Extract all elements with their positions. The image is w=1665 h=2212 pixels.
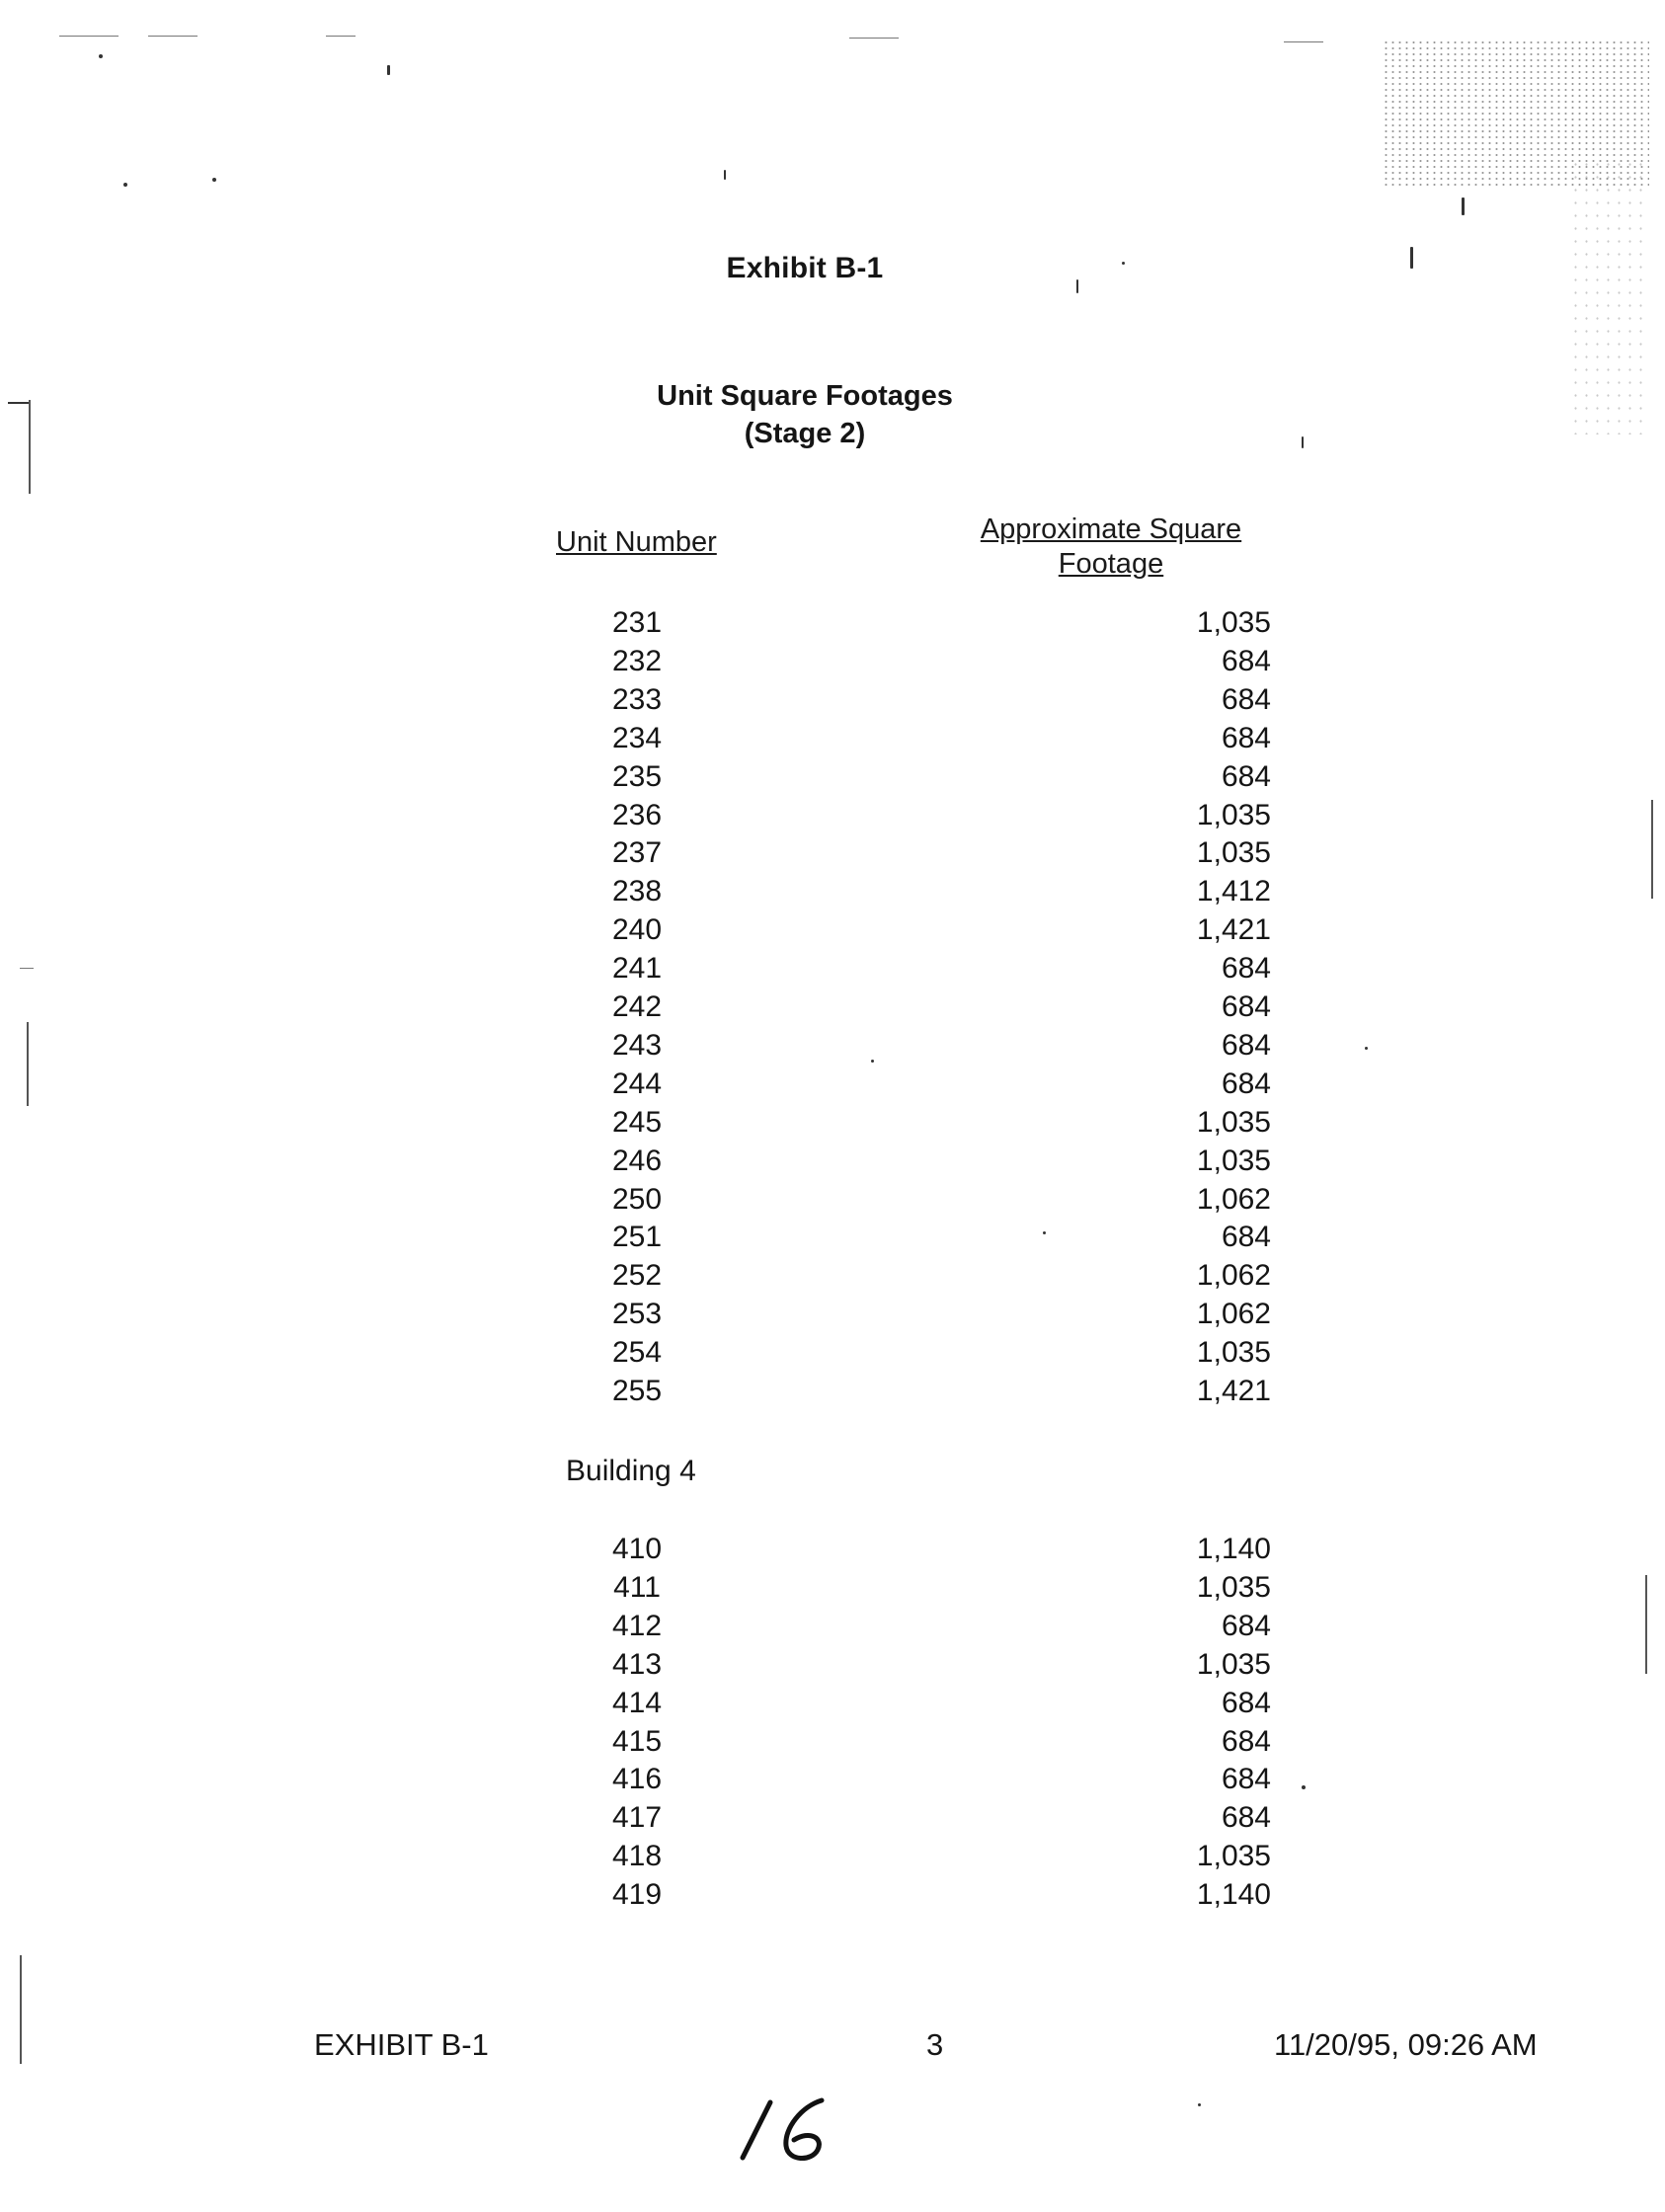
unit-number-cell: 255 xyxy=(611,1375,663,1407)
scan-mark xyxy=(148,36,198,37)
square-footage-cell: 1,421 xyxy=(1196,913,1271,947)
square-footage-cell: 684 xyxy=(1221,1221,1271,1254)
unit-number-cell: 233 xyxy=(611,682,663,716)
square-footage-cell: 684 xyxy=(1221,1724,1271,1758)
scan-mark xyxy=(59,36,119,37)
unit-number-cell: 246 xyxy=(611,1144,663,1177)
unit-number-cell: 253 xyxy=(611,1298,663,1331)
column-header-unit-number: Unit Number xyxy=(556,526,717,558)
unit-number-cell: 252 xyxy=(611,1259,663,1293)
column-header-square-footage-line1: Approximate Square xyxy=(980,514,1242,545)
square-footage-cell: 1,062 xyxy=(1196,1298,1271,1331)
square-footage-cell: 1,062 xyxy=(1196,1259,1271,1293)
exhibit-title: Exhibit B-1 xyxy=(726,252,884,284)
unit-number-cell: 242 xyxy=(611,990,663,1023)
scan-speck xyxy=(123,183,127,187)
scan-mark xyxy=(849,38,899,39)
scan-speck xyxy=(1198,2103,1201,2106)
scan-speck xyxy=(212,178,216,182)
square-footage-cell: 1,140 xyxy=(1196,1878,1271,1912)
square-footage-cell: 1,035 xyxy=(1196,1647,1271,1681)
square-footage-cell: 1,035 xyxy=(1196,1570,1271,1604)
scan-mark xyxy=(20,968,34,969)
unit-number-cell: 238 xyxy=(611,875,663,908)
footer-timestamp: 11/20/95, 09:26 AM xyxy=(1274,2027,1538,2062)
handwritten-page-mark xyxy=(723,2089,851,2168)
square-footage-cell: 684 xyxy=(1221,1066,1271,1100)
unit-number-cell: 244 xyxy=(611,1066,663,1100)
scan-mark xyxy=(1645,1575,1647,1674)
scan-mark xyxy=(326,36,356,37)
footer-exhibit-label: EXHIBIT B-1 xyxy=(314,2027,489,2062)
unit-number-cell: 231 xyxy=(611,606,663,639)
column-header-square-footage-line2: Footage xyxy=(1058,548,1164,580)
footer-page-number: 3 xyxy=(926,2027,944,2062)
square-footage-cell: 1,035 xyxy=(1196,836,1271,870)
scan-speck xyxy=(1043,1231,1046,1234)
square-footage-cell: 1,035 xyxy=(1196,1105,1271,1139)
scan-speck xyxy=(871,1060,874,1063)
scan-speck xyxy=(1302,1785,1306,1789)
square-footage-cell: 1,035 xyxy=(1196,1840,1271,1873)
unit-number-cell: 410 xyxy=(611,1533,663,1565)
unit-number-cell: 251 xyxy=(611,1221,663,1254)
unit-number-cell: 411 xyxy=(613,1570,661,1604)
unit-number-cell: 232 xyxy=(611,644,663,677)
scan-speck xyxy=(1462,198,1465,215)
unit-number-cell: 236 xyxy=(611,798,663,831)
square-footage-cell: 684 xyxy=(1221,1763,1271,1796)
unit-number-cell: 419 xyxy=(611,1878,663,1912)
scan-speck xyxy=(724,170,726,180)
unit-number-cell: 415 xyxy=(611,1724,663,1758)
unit-number-cell: 241 xyxy=(611,952,663,986)
square-footage-cell: 684 xyxy=(1221,990,1271,1023)
square-footage-cell: 1,062 xyxy=(1196,1182,1271,1216)
square-footage-cell: 1,412 xyxy=(1196,875,1271,908)
unit-number-cell: 417 xyxy=(611,1801,663,1835)
scan-mark xyxy=(20,1955,22,2064)
unit-number-cell: 250 xyxy=(611,1182,663,1216)
square-footage-cell: 684 xyxy=(1221,759,1271,793)
unit-number-cell: 418 xyxy=(611,1840,663,1873)
unit-number-cell: 414 xyxy=(611,1686,663,1719)
scan-mark xyxy=(1651,800,1653,899)
scan-mark xyxy=(27,1022,29,1106)
square-footage-cell: 1,035 xyxy=(1196,798,1271,831)
unit-number-cell: 235 xyxy=(611,759,663,793)
unit-number-cell: 234 xyxy=(611,721,663,754)
document-subtitle: Unit Square Footages xyxy=(657,380,953,412)
column-header-square-footage xyxy=(948,513,1274,582)
building-label: Building 4 xyxy=(566,1455,696,1487)
square-footage-cell: 1,421 xyxy=(1196,1375,1271,1407)
square-footage-cell: 684 xyxy=(1221,1686,1271,1719)
scan-mark xyxy=(1284,41,1323,42)
scan-speck xyxy=(387,65,390,75)
scan-speck xyxy=(1365,1047,1368,1050)
stage-subtitle: (Stage 2) xyxy=(744,418,866,449)
unit-number-cell: 243 xyxy=(611,1028,663,1062)
square-footage-cell: 1,035 xyxy=(1196,1144,1271,1177)
square-footage-cell: 1,140 xyxy=(1196,1533,1271,1565)
square-footage-cell: 684 xyxy=(1221,721,1271,754)
unit-number-cell: 245 xyxy=(611,1105,663,1139)
square-footage-cell: 684 xyxy=(1221,1801,1271,1835)
unit-number-cell: 237 xyxy=(611,836,663,870)
square-footage-cell: 684 xyxy=(1221,952,1271,986)
unit-number-cell: 413 xyxy=(611,1647,663,1681)
unit-number-cell: 240 xyxy=(611,913,663,947)
scan-speck xyxy=(99,54,103,58)
square-footage-cell: 1,035 xyxy=(1196,1336,1271,1370)
square-footage-cell: 684 xyxy=(1221,644,1271,677)
square-footage-cell: 684 xyxy=(1221,1609,1271,1642)
unit-number-cell: 412 xyxy=(611,1609,663,1642)
square-footage-cell: 684 xyxy=(1221,1028,1271,1062)
unit-number-cell: 416 xyxy=(611,1763,663,1796)
unit-number-cell: 254 xyxy=(611,1336,663,1370)
square-footage-cell: 684 xyxy=(1221,682,1271,716)
square-footage-cell: 1,035 xyxy=(1196,606,1271,639)
